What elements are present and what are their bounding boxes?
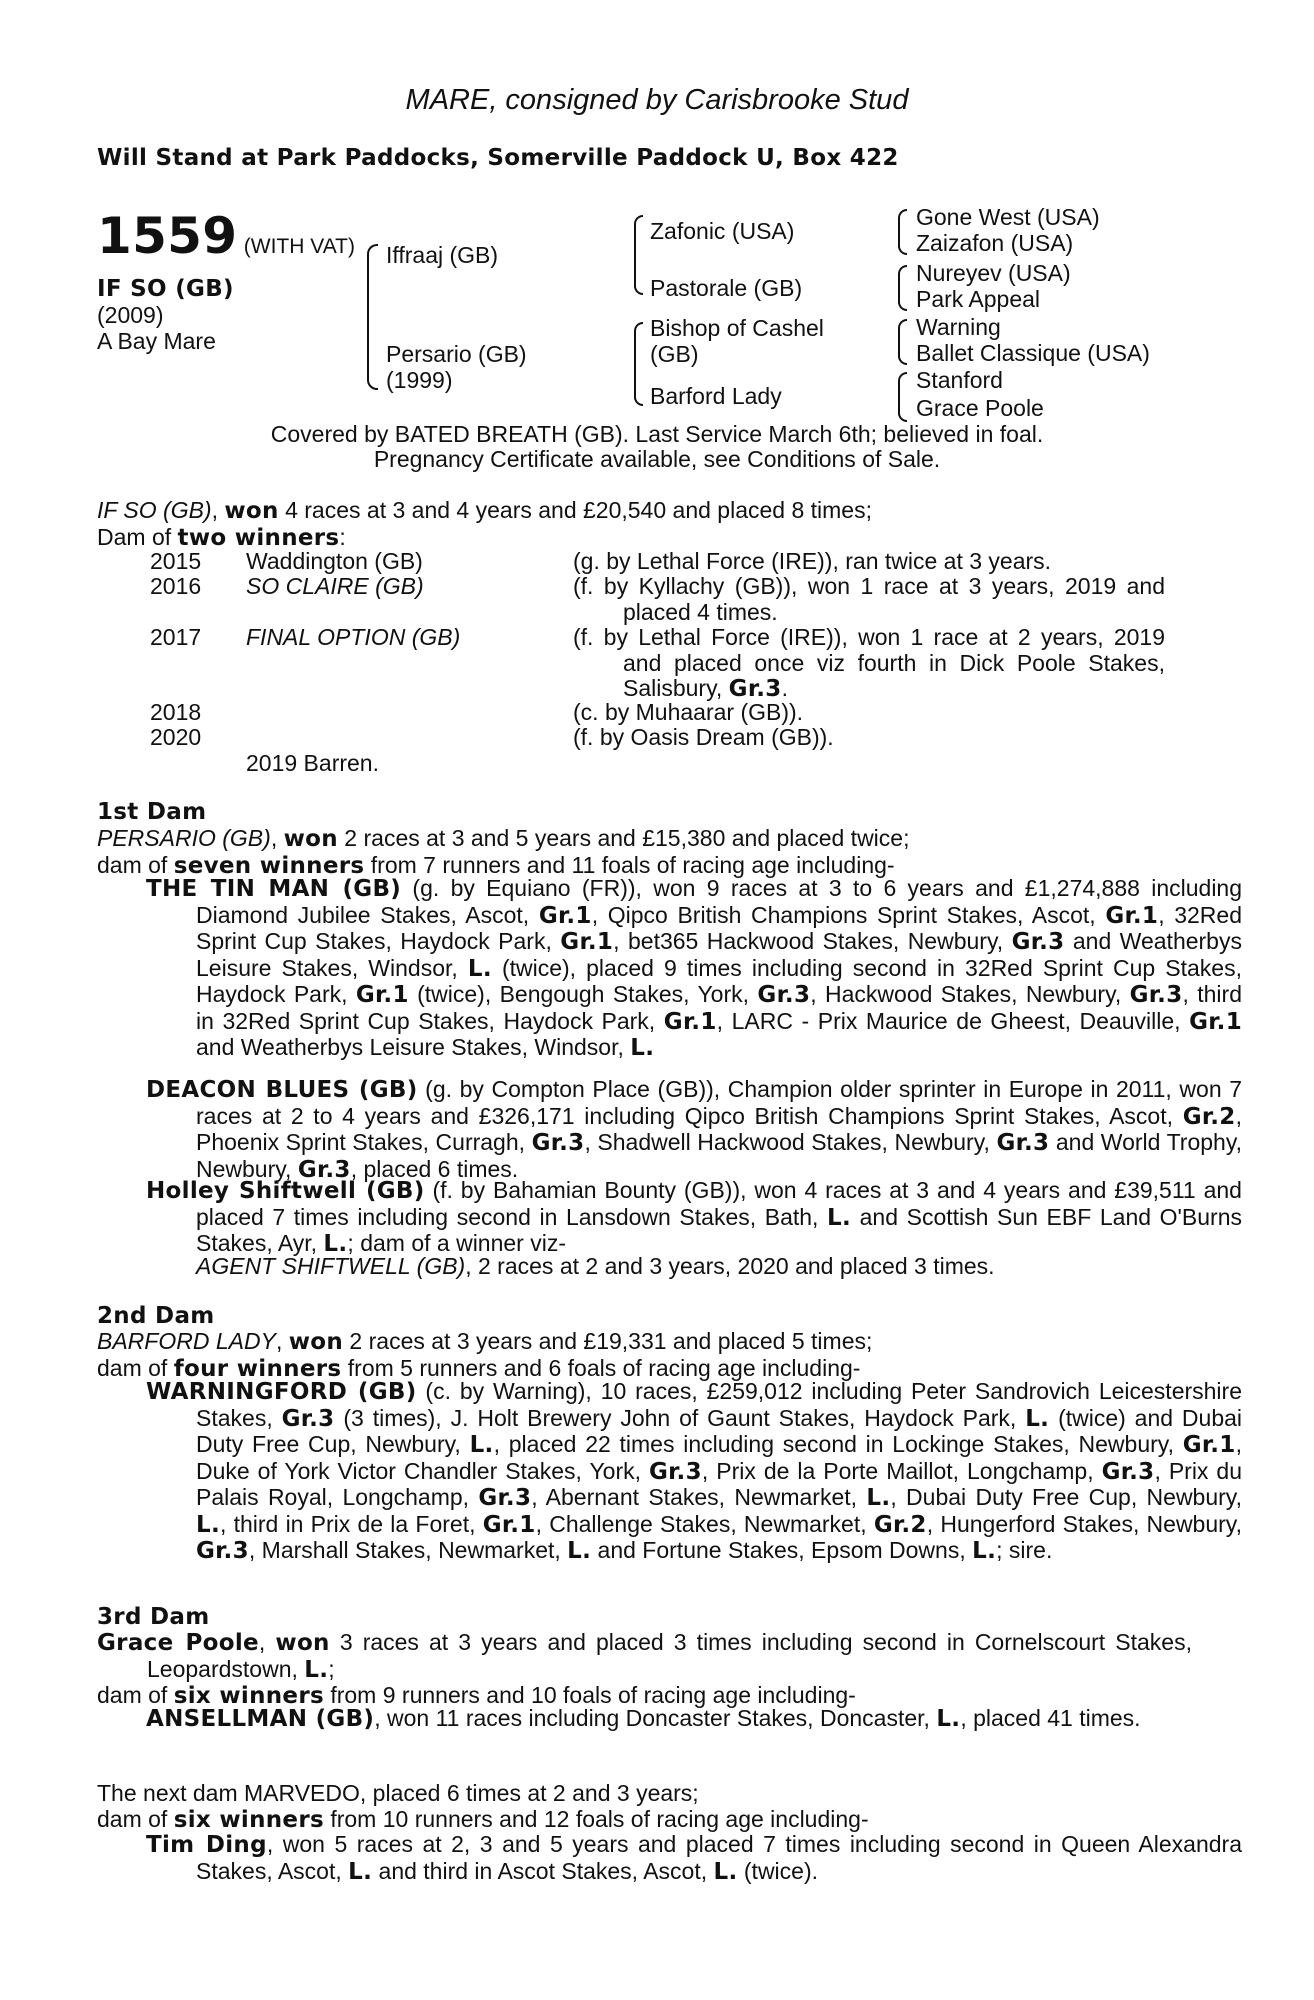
page-title: MARE, consigned by Carisbrooke Stud <box>405 84 909 116</box>
pedigree-ssd: Zaizafon (USA) <box>916 230 1074 256</box>
covered-note: Covered by BATED BREATH (GB). Last Service March 6th; believed in foal. <box>270 421 1044 447</box>
second-dam-record: BARFORD LADY, won 2 races at 3 years and £19,331 and placed 5 times; dam of four winners from 5 runners and 6 foals of racing age including- <box>97 1328 873 1382</box>
progeny-entry: Holley Shiftwell (GB) (f. by Bahamian Bounty (GB)), won 4 races at 3 and 4 years and £39,511 and placed 7 times including second in Lansdown Stakes, Bath, L. and Scottish Sun EBF Land O'Burns Stakes, Ayr, L.; dam of a winner viz- <box>146 1177 1242 1257</box>
lot-number: 1559 <box>97 207 238 265</box>
mare-record: IF SO (GB), won 4 races at 3 and 4 years and £20,540 and placed 8 times; Dam of two winners: <box>97 497 872 551</box>
pedigree-sire-sire: Zafonic (USA) <box>650 218 795 244</box>
stand-location: Will Stand at Park Paddocks, Somerville Paddock U, Box 422 <box>97 145 899 171</box>
produce-name: FINAL OPTION (GB) <box>246 624 461 650</box>
progeny-entry: WARNINGFORD (GB) (c. by Warning), 10 races, £259,012 including Peter Sandrovich Leicestershire Stakes, Gr.3 (3 times), J. Holt Brewery John of Gaunt Stakes, Haydock Park, L. (twice) and Dubai Duty Free Cup, Newbury, L., placed 22 times including second in Lockinge Stakes, Newbury, Gr.1, Duke of York Victor Chandler Stakes, York, Gr.3, Prix de la Porte Maillot, Longchamp, Gr.3, Prix du Palais Royal, Longchamp, Gr.3, Abernant Stakes, Newmarket, L., Dubai Duty Free Cup, Newbury, L., third in Prix de la Foret, Gr.1, Challenge Stakes, Newmarket, Gr.2, Hungerford Stakes, Newbury, Gr.3, Marshall Stakes, Newmarket, L. and Fortune Stakes, Epsom Downs, L.; sire. <box>146 1378 1243 1564</box>
pedigree-sire: Iffraaj (GB) <box>386 242 499 268</box>
progeny-entry: Tim Ding, won 5 races at 2, 3 and 5 years and placed 7 times including second in Queen Alexandra Stakes, Ascot, L. and third in Ascot Stakes, Ascot, L. (twice). <box>146 1831 1242 1885</box>
produce-year: 2015 <box>150 548 202 574</box>
pedigree-dam-sire: Bishop of Cashel <box>650 315 824 341</box>
pedigree-dam-dam: Barford Lady <box>650 383 782 409</box>
section-heading: 2nd Dam <box>97 1303 215 1329</box>
progeny-entry: THE TIN MAN (GB) (g. by Equiano (FR)), won 9 races at 3 to 6 years and £1,274,888 including Diamond Jubilee Stakes, Ascot, Gr.1, Qipco British Champions Sprint Stakes, Ascot, Gr.1, 32Red Sprint Cup Stakes, Haydock Park, Gr.1, bet365 Hackwood Stakes, Newbury, Gr.3 and Weatherbys Leisure Stakes, Windsor, L. (twice), placed 9 times including second in 32Red Sprint Cup Stakes, Haydock Park, Gr.1 (twice), Bengough Stakes, York, Gr.3, Hackwood Stakes, Newbury, Gr.3, third in 32Red Sprint Cup Stakes, Haydock Park, Gr.1, LARC - Prix Maurice de Gheest, Deauville, Gr.1 and Weatherbys Leisure Stakes, Windsor, L. <box>146 875 1243 1061</box>
pedigree-dam-year: (1999) <box>386 367 453 393</box>
pedigree-brace <box>898 209 907 255</box>
progeny-entry: ANSELLMAN (GB), won 11 races including Doncaster Stakes, Doncaster, L., placed 41 times. <box>146 1705 1141 1732</box>
pedigree-sss: Gone West (USA) <box>916 204 1100 230</box>
progeny-entry: DEACON BLUES (GB) (g. by Compton Place (GB)), Champion older sprinter in Europe in 2011, won 7 races at 2 to 4 years and £326,171 including Qipco British Champions Sprint Stakes, Ascot, Gr.2, Phoenix Sprint Stakes, Curragh, Gr.3, Shadwell Hackwood Stakes, Newbury, Gr.3 and World Trophy, Newbury, Gr.3, placed 6 times. <box>146 1076 1243 1183</box>
pedigree-brace <box>898 372 907 422</box>
pedigree-dsd: Ballet Classique (USA) <box>916 340 1150 366</box>
pregnancy-note: Pregnancy Certificate available, see Conditions of Sale. <box>373 446 941 472</box>
produce-year: 2017 <box>150 624 202 650</box>
pedigree-brace <box>634 322 643 406</box>
horse-year: (2009) <box>97 302 164 328</box>
pedigree-sire-dam: Pastorale (GB) <box>650 275 803 301</box>
pedigree-dss: Warning <box>916 314 1001 340</box>
grand-progeny-entry: AGENT SHIFTWELL (GB), 2 races at 2 and 3 years, 2020 and placed 3 times. <box>196 1253 995 1279</box>
pedigree-ddd: Grace Poole <box>916 395 1044 421</box>
section-heading: 1st Dam <box>97 799 207 825</box>
pedigree-brace <box>634 215 643 295</box>
produce-year: 2020 <box>150 724 202 750</box>
third-dam-record: Grace Poole, won 3 races at 3 years and placed 3 times including second in Cornelscourt Stakes, Leopardstown, L.; dam of six winners from 9 runners and 10 foals of racing age including- <box>97 1629 1192 1709</box>
produce-details: (f. by Lethal Force (IRE)), won 1 race at 2 years, 2019 and placed once viz fourth in Dick Poole Stakes, Salisbury, Gr.3. <box>573 624 1165 702</box>
first-dam-record: PERSARIO (GB), won 2 races at 3 and 5 years and £15,380 and placed twice; dam of seven winners from 7 runners and 11 foals of racing age including- <box>97 825 910 879</box>
produce-year: 2016 <box>150 573 202 599</box>
produce-name: SO CLAIRE (GB) <box>246 573 424 599</box>
produce-name: Waddington (GB) <box>246 548 423 574</box>
pedigree-sdd: Park Appeal <box>916 286 1041 312</box>
pedigree-brace <box>898 319 907 365</box>
horse-description: A Bay Mare <box>97 328 216 354</box>
lot-heading <box>97 207 355 273</box>
produce-details: (c. by Muhaarar (GB)). <box>573 699 804 725</box>
produce-details: (f. by Kyllachy (GB)), won 1 race at 3 years, 2019 and placed 4 times. <box>573 573 1165 625</box>
barren-note: 2019 Barren. <box>246 750 379 776</box>
horse-name: IF SO (GB) <box>97 276 234 302</box>
pedigree-dam-sire-suffix: (GB) <box>650 341 699 367</box>
produce-details: (g. by Lethal Force (IRE)), ran twice at 3 years. <box>573 548 1052 574</box>
pedigree-sds: Nureyev (USA) <box>916 260 1071 286</box>
section-heading: 3rd Dam <box>97 1604 210 1630</box>
pedigree-dam: Persario (GB) <box>386 341 527 367</box>
produce-year: 2018 <box>150 699 202 725</box>
next-dam-record: The next dam MARVEDO, placed 6 times at 2 and 3 years; dam of six winners from 10 runners and 12 foals of racing age including- <box>97 1780 869 1833</box>
pedigree-dds: Stanford <box>916 367 1003 393</box>
vat-note: (WITH VAT) <box>243 235 355 258</box>
produce-details: (f. by Oasis Dream (GB)). <box>573 724 834 750</box>
pedigree-brace <box>898 265 907 311</box>
pedigree-brace <box>367 244 378 390</box>
